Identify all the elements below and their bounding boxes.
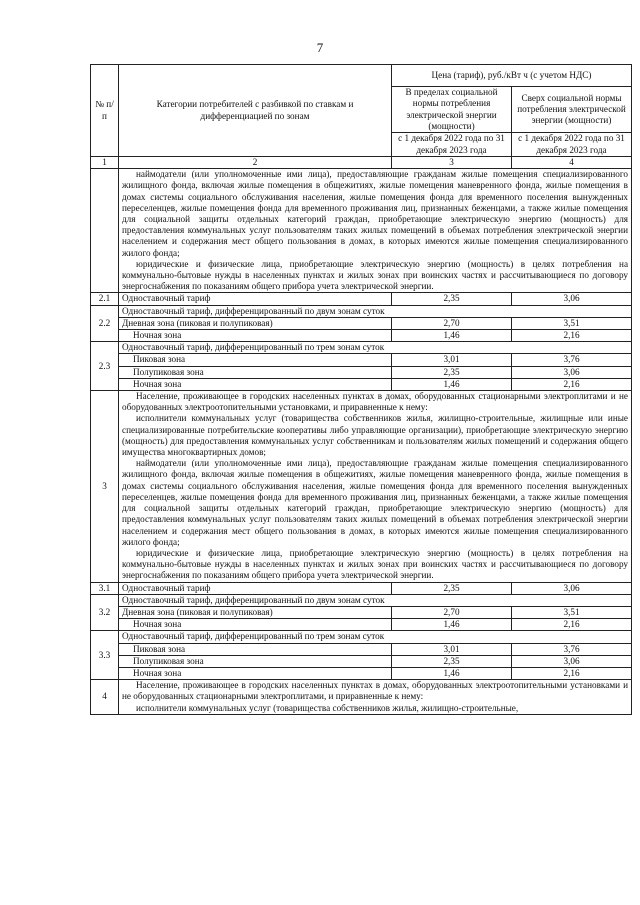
row-3-3-peak-label: Пиковая зона — [119, 643, 392, 655]
block3-paragraph-0: Население, проживающее в городских населенных пунктах в домах, оборудованных стационарными электроплитами и не оборудованных электроотопительными установками, и приравненные к нему: — [122, 391, 629, 413]
header-price: Цена (тариф), руб./кВт ч (с учетом НДС) — [392, 65, 632, 87]
row-2-3-night-above: 2,16 — [512, 378, 632, 390]
index-1: 1 — [91, 157, 119, 169]
row-2-2-label: Одноставочный тариф, дифференцированный по двум зонам суток — [119, 305, 632, 317]
row-3-3-half-label: Полупиковая зона — [119, 655, 392, 667]
block2-text — [119, 169, 632, 293]
row-3-2-day-above: 3,51 — [512, 606, 632, 618]
row-2-1-within: 2,35 — [392, 293, 512, 305]
block2-paragraph-2: юридические и физические лица, приобретающие электрическую энергию (мощность) в целях потребления на коммунально-бытовые нужды в населенных пунктах и жилых зонах при воинских частях и рассчитывающиеся по договору энергоснабжения по показаниям общего прибора учета электрической энергии. — [122, 258, 629, 292]
tariff-table — [90, 64, 632, 715]
block3-paragraph-1: исполнители коммунальных услуг (товарищества собственников жилья, жилищно-строительные, жилищные или иные специализированные потребительские кооперативы либо управляющие организации), приобретающие электрическую энергию (мощность) для предоставления коммунальных услуг собственникам и пользователям жилых помещений и содержания общего имущества многоквартирных домов; — [122, 413, 629, 458]
row-2-3-peak-above: 3,76 — [512, 354, 632, 366]
row-3-3-night-label: Ночная зона — [119, 667, 392, 679]
row-3-3-half-above: 3,06 — [512, 655, 632, 667]
block3-num: 3 — [91, 391, 119, 582]
row-3-2-night-above: 2,16 — [512, 619, 632, 631]
row-2-1-label: Одноставочный тариф — [119, 293, 392, 305]
index-4: 4 — [512, 157, 632, 169]
row-3-2-label: Одноставочный тариф, дифференцированный по двум зонам суток — [119, 594, 632, 606]
row-2-3-night-label: Ночная зона — [119, 378, 392, 390]
block3-text — [119, 391, 632, 582]
row-2-1-num: 2.1 — [91, 293, 119, 305]
row-2-3-num: 2.3 — [91, 342, 119, 391]
row-2-2-day-within: 2,70 — [392, 317, 512, 329]
row-3-3-night-within: 1,46 — [392, 667, 512, 679]
row-3-2-day-label: Дневная зона (пиковая и полупиковая) — [119, 606, 392, 618]
block3-paragraph-3: юридические и физические лица, приобретающие электрическую энергию (мощность) в целях потребления на коммунально-бытовые нужды в населенных пунктах и жилых зонах при воинских частях и рассчитывающиеся по договору энергоснабжения по показаниям общего прибора учета электрической энергии. — [122, 547, 629, 581]
block4-num: 4 — [91, 680, 119, 715]
header-above-norm: Сверх социальной нормы потребления электрической энергии (мощности) — [512, 87, 632, 133]
row-3-2-day-within: 2,70 — [392, 606, 512, 618]
row-3-3-peak-within: 3,01 — [392, 643, 512, 655]
row-3-3-half-within: 2,35 — [392, 655, 512, 667]
row-2-3-peak-label: Пиковая зона — [119, 354, 392, 366]
row-3-3-peak-above: 3,76 — [512, 643, 632, 655]
row-2-3-peak-within: 3,01 — [392, 354, 512, 366]
block4-paragraph-0: Население, проживающее в городских населенных пунктах в домах, оборудованных электроотопительными установками и не оборудованных стационарными электроплитами, и приравненные к нему: — [122, 680, 629, 702]
row-2-3-label: Одноставочный тариф, дифференцированный по трем зонам суток — [119, 342, 632, 354]
row-3-3-label: Одноставочный тариф, дифференцированный по трем зонам суток — [119, 631, 632, 643]
block4-text — [119, 680, 632, 715]
block3-paragraph-2: наймодатели (или уполномоченные ими лица), предоставляющие гражданам жилые помещения специализированного жилищного фонда, включая жилые помещения в общежитиях, жилые помещения маневренного фонда, жилые помещения в домах системы социального обслуживания населения, жилые помещения фонда для временного поселения вынужденных переселенцев, жилые помещения фонда для временного проживания лиц, признанных беженцами, а также жилые помещения для социальной защиты отдельных категорий граждан, приобретающие электрическую энергию (мощность) для предоставления коммунальных услуг пользователям таких жилых помещений в объемах потребления электрической энергии населением и содержания мест общего пользования в домах, в которых имеются жилые помещения специализированного жилого фонда; — [122, 458, 629, 547]
row-3-3-num: 3.3 — [91, 631, 119, 680]
block4-paragraph-1: исполнители коммунальных услуг (товарищества собственников жилья, жилищно-строительные, — [136, 702, 519, 713]
row-2-2-day-above: 3,51 — [512, 317, 632, 329]
index-2: 2 — [119, 157, 392, 169]
row-3-2-night-label: Ночная зона — [119, 619, 392, 631]
row-2-2-night-label: Ночная зона — [119, 330, 392, 342]
row-3-1-within: 2,35 — [392, 582, 512, 594]
page-number: 7 — [316, 40, 324, 55]
row-2-3-half-within: 2,35 — [392, 366, 512, 378]
row-2-2-night-within: 1,46 — [392, 330, 512, 342]
header-category: Категории потребителей с разбивкой по ставкам и дифференциацией по зонам — [119, 65, 392, 157]
index-3: 3 — [392, 157, 512, 169]
block2-num — [91, 169, 119, 293]
row-2-2-day-label: Дневная зона (пиковая и полупиковая) — [119, 317, 392, 329]
row-2-3-half-label: Полупиковая зона — [119, 366, 392, 378]
row-3-2-night-within: 1,46 — [392, 619, 512, 631]
header-num: № п/п — [91, 65, 119, 157]
header-period-within: с 1 декабря 2022 года по 31 декабря 2023 года — [392, 133, 512, 157]
header-period-above: с 1 декабря 2022 года по 31 декабря 2023 года — [512, 133, 632, 157]
header-within-norm: В пределах социальной нормы потребления электрической энергии (мощности) — [392, 87, 512, 133]
row-2-3-night-within: 1,46 — [392, 378, 512, 390]
row-3-2-num: 3.2 — [91, 594, 119, 631]
row-3-1-num: 3.1 — [91, 582, 119, 594]
row-2-2-night-above: 2,16 — [512, 330, 632, 342]
row-3-1-label: Одноставочный тариф — [119, 582, 392, 594]
row-3-1-above: 3,06 — [512, 582, 632, 594]
block2-paragraph-1: наймодатели (или уполномоченные ими лица), предоставляющие гражданам жилые помещения специализированного жилищного фонда, включая жилые помещения в общежитиях, жилые помещения маневренного фонда, жилые помещения в домах системы социального обслуживания населения, жилые помещения фонда для временного поселения вынужденных переселенцев, жилые помещения фонда для временного проживания лиц, признанных беженцами, а также жилые помещения для социальной защиты отдельных категорий граждан, приобретающие электрическую энергию (мощность) для предоставления коммунальных услуг пользователям таких жилых помещений в объемах потребления электрической энергии населением и содержания мест общего пользования в домах, в которых имеются жилые помещения специализированного жилого фонда; — [122, 169, 629, 258]
row-2-1-above: 3,06 — [512, 293, 632, 305]
row-2-3-half-above: 3,06 — [512, 366, 632, 378]
row-2-2-num: 2.2 — [91, 305, 119, 342]
row-3-3-night-above: 2,16 — [512, 667, 632, 679]
